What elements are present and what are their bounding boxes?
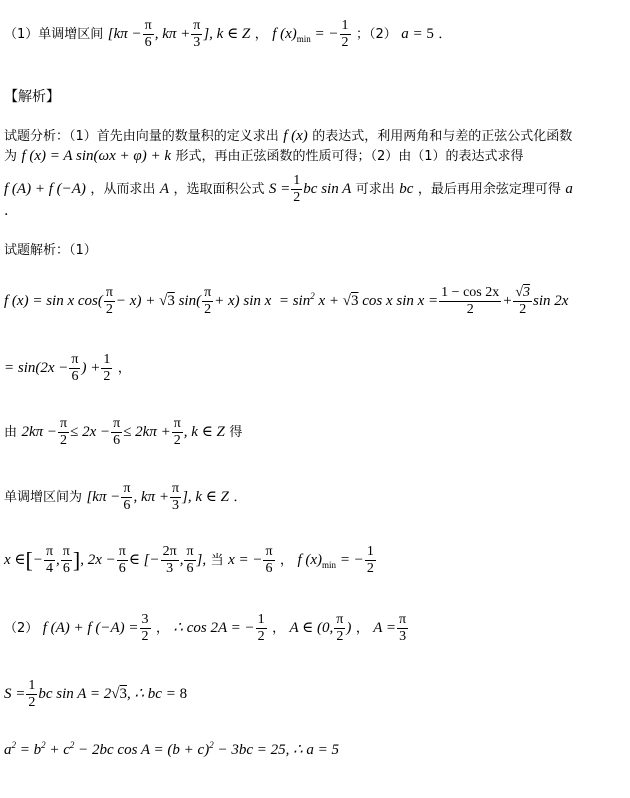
formula-fx-simplified: = sin(2x − $\frac{\pi}{6}$ ) + $\frac{1}{2}$ ， — [4, 352, 131, 384]
formula-fmin: f $(x)_{min}$ = − $\frac{1}{2}$ — [272, 18, 349, 50]
formula-a5: a = 5 — [401, 25, 434, 42]
formula-inequality: 由 2kπ − $\frac{\pi}{2}$ ≤ 2x − $\frac{\pi}{6}$ ≤ 2kπ + $\frac{\pi}{2}$ , k ∈ Z 得 — [4, 416, 243, 448]
answer-line: （1）单调增区间 [kπ − $\frac{\pi}{6}$ , kπ + $\frac{\pi}{3}$ ], k ∈ Z ， f $(x)_{min}$ = − $\frac{1}{2}$ ；（2） a = 5 ． — [4, 18, 452, 50]
analysis-line-4: . — [4, 203, 9, 219]
section-heading: 【解析】 — [4, 89, 60, 105]
solution-heading: 试题解析：（1） — [4, 243, 97, 258]
formula-fx-expansion: f (x) = sin x cos( $\frac{\pi}{2}$ − x) + √3 sin( $\frac{\pi}{2}$ + x) $\sin x = \sin^2 x + √3$ cos x sin x = $\frac{1 - \cos 2x}{2}$ + $\frac{√3}{2}$ sin 2x — [4, 285, 569, 318]
analysis-line-2: 为 f (x) = A sin(ωx + φ) + k 形式，再由正弦函数的性质可得；（2）由（1）的表达式求得 — [4, 148, 524, 164]
formula-cosine-law: $a^2 = b^2 + c^2 - 2bc$ $\cos A = (b + c)^2 - 3bc = 25$, ∴ a = 5 — [4, 740, 340, 758]
formula-increasing-interval: 单调增区间为 [kπ − $\frac{\pi}{6}$ , kπ + $\frac{\pi}{3}$ ], k ∈ Z ． — [4, 481, 247, 513]
analysis-line-1: 试题分析：（1）首先由向量的数量积的定义求出 f (x) 的表达式，利用两角和与差的正弦公式化函数 — [4, 128, 573, 144]
analysis-line-3: f (A) + f (−A) ，从而求出 A ，选取面积公式 S = $\frac{1}{2}$ bc sin A 可求出 bc ，最后再用余弦定理可得 a — [4, 173, 573, 205]
answer-part1: （1）单调增区间 — [4, 26, 104, 42]
formula-range: x ∈[− $\frac{\pi}{4}$ , $\frac{\pi}{6}$ ], 2x − $\frac{\pi}{6}$ ∈ [− $\frac{2\pi}{3}$ , $\frac{\pi}{6}$ ], 当 x = − $\frac{\pi}{6}$ ， f $(x)_{min}$ = − $\frac{1}{2}$ — [4, 544, 374, 576]
formula-interval: [kπ − $\frac{\pi}{6}$ , kπ + $\frac{\pi}{3}$ ], k ∈ Z — [107, 18, 251, 50]
formula-area: S = $\frac{1}{2}$ bc sin A = 2√3, ∴ bc = 8 — [4, 678, 188, 710]
formula-part2: （2） f (A) + f (−A) = $\frac{3}{2}$ ， ∴ cos 2A = − $\frac{1}{2}$ ， A ∈ (0, $\frac{\pi}{2}$ ) ， A = $\frac{\pi}{3}$ — [4, 612, 407, 644]
